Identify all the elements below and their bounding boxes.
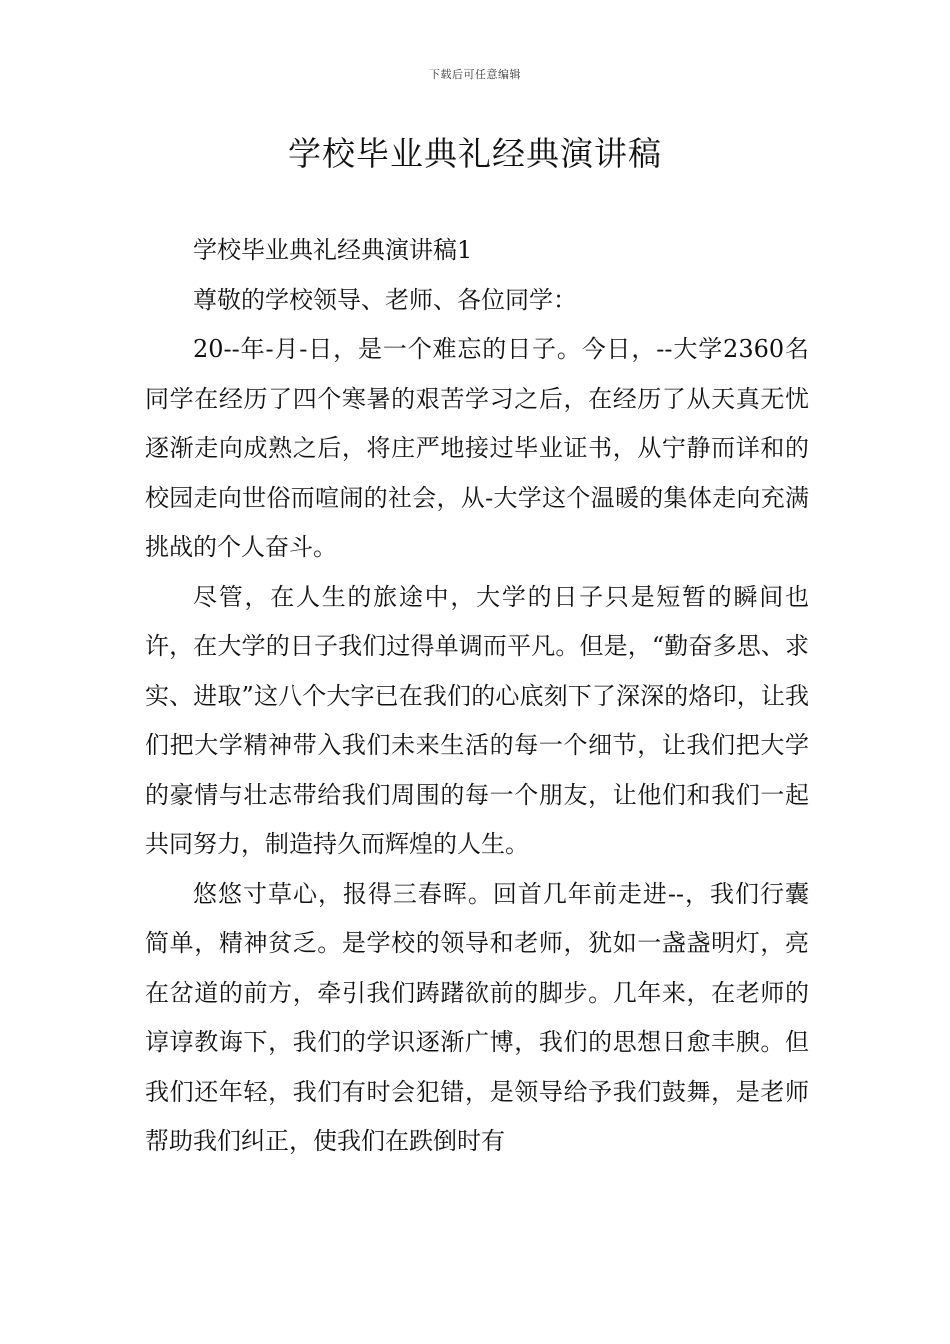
paragraph: 20--年-月-日，是一个难忘的日子。今日，--大学2360名同学在经历了四个寒暑的艰苦学习之后，在经历了从天真无忧逐渐走向成熟之后，将庄严地接过毕业证书，从宁静而详和的校园走向世俗而喧闹的社会，从-大学这个温暖的集体走向充满挑战的个人奋斗。 bbox=[145, 335, 809, 561]
paragraph: 尽管，在人生的旅途中，大学的日子只是短暂的瞬间也许，在大学的日子我们过得单调而平凡。但是，“勤奋多思、求实、进取”这八个大字已在我们的心底刻下了深深的烙印，让我们把大学精神带入我们未来生活的每一个细节，让我们把大学的豪情与壮志带给我们周围的每一个朋友，让他们和我们一起共同努力，制造持久而辉煌的人生。 bbox=[145, 582, 809, 858]
document-title: 学校毕业典礼经典演讲稿 bbox=[288, 134, 662, 173]
paragraph: 悠悠寸草心，报得三春晖。回首几年前走进--，我们行囊简单，精神贫乏。是学校的领导和老师，犹如一盏盏明灯，亮在岔道的前方，牵引我们踌躇欲前的脚步。几年来，在老师的谆谆教诲下，我们的学识逐渐广博，我们的思想日愈丰腴。但我们还年轻，我们有时会犯错，是领导给予我们鼓舞，是老师帮助我们纠正，使我们在跌倒时有 bbox=[145, 879, 809, 1155]
header-note: 下载后可任意编辑 bbox=[429, 68, 521, 81]
document-body bbox=[145, 226, 809, 1167]
section-heading: 学校毕业典礼经典演讲稿1 bbox=[193, 236, 473, 264]
salutation: 尊敬的学校领导、老师、各位同学： bbox=[193, 285, 577, 314]
